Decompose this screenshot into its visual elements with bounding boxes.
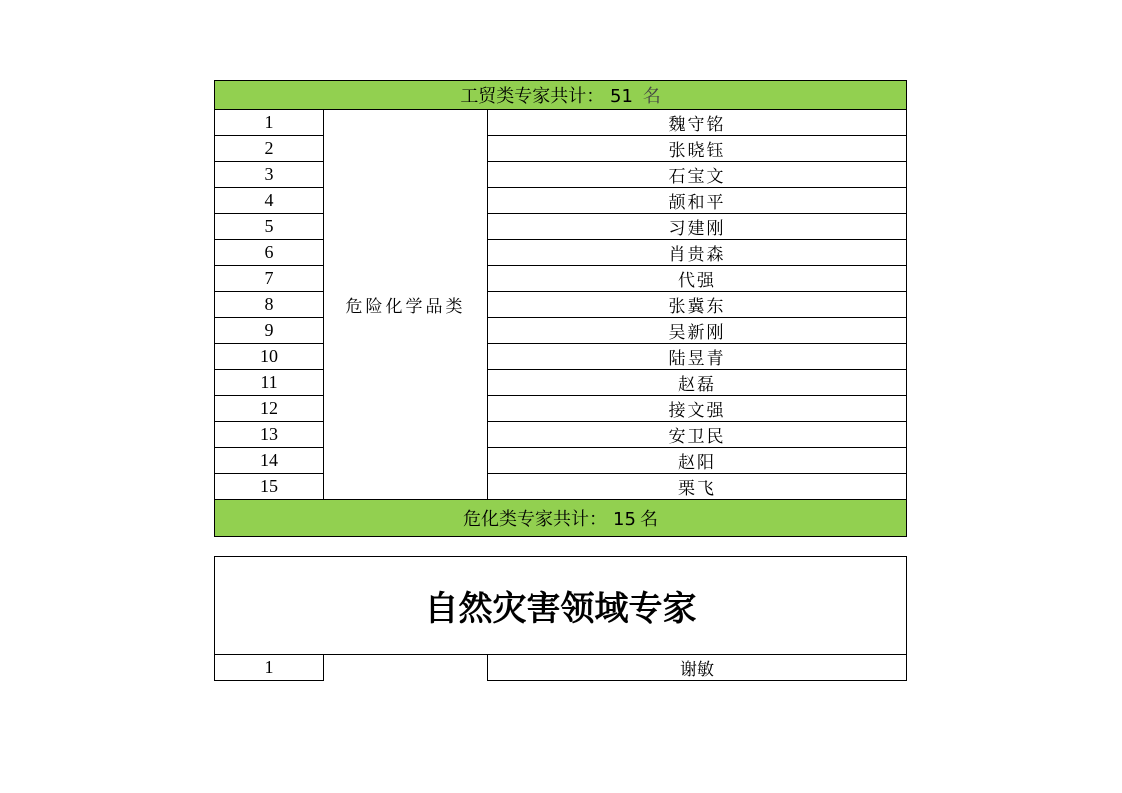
footer-count: 15 — [613, 509, 636, 530]
category-cell: 危险化学品类 — [324, 110, 488, 500]
expert-name: 张冀东 — [488, 292, 907, 318]
table-row — [215, 266, 907, 292]
expert-name: 栗飞 — [488, 474, 907, 500]
table-row — [215, 474, 907, 500]
expert-name: 肖贵森 — [488, 240, 907, 266]
header-banner — [215, 81, 907, 110]
expert-name: 代强 — [488, 266, 907, 292]
row-number: 2 — [215, 136, 324, 162]
expert-name: 魏守铭 — [488, 110, 907, 136]
table-row — [215, 318, 907, 344]
expert-name: 习建刚 — [488, 214, 907, 240]
expert-name: 赵磊 — [488, 370, 907, 396]
row-number: 10 — [215, 344, 324, 370]
category-cell — [324, 655, 488, 681]
row-number: 1 — [215, 655, 324, 681]
table-row — [215, 344, 907, 370]
expert-name: 吴新刚 — [488, 318, 907, 344]
header-count: 51 — [610, 86, 633, 107]
table-row — [215, 110, 907, 136]
expert-name: 张晓钰 — [488, 136, 907, 162]
section-title-row — [215, 557, 907, 655]
spacer — [214, 537, 906, 556]
expert-name: 颉和平 — [488, 188, 907, 214]
expert-name: 石宝文 — [488, 162, 907, 188]
row-number: 3 — [215, 162, 324, 188]
footer-unit: 名 — [639, 509, 658, 530]
expert-name: 陆昱青 — [488, 344, 907, 370]
row-number: 12 — [215, 396, 324, 422]
expert-table-natural-disaster — [214, 556, 907, 681]
row-number: 5 — [215, 214, 324, 240]
section-title: 自然灾害领域专家 — [215, 557, 907, 655]
table-row — [215, 422, 907, 448]
header-banner-cell — [215, 81, 907, 110]
row-number: 6 — [215, 240, 324, 266]
spreadsheet-page — [214, 80, 906, 681]
table-row — [215, 136, 907, 162]
row-number: 4 — [215, 188, 324, 214]
table-row — [215, 162, 907, 188]
header-unit: 名 — [642, 86, 661, 107]
footer-banner — [215, 500, 907, 537]
table-row — [215, 292, 907, 318]
expert-table-hazardous — [214, 80, 907, 537]
row-number: 1 — [215, 110, 324, 136]
table-row — [215, 240, 907, 266]
footer-banner-cell — [215, 500, 907, 537]
table-row — [215, 655, 907, 681]
table-row — [215, 448, 907, 474]
footer-label: 危化类专家共计： — [463, 509, 608, 530]
row-number: 11 — [215, 370, 324, 396]
row-number: 15 — [215, 474, 324, 500]
expert-name: 谢敏 — [488, 655, 907, 681]
row-number: 8 — [215, 292, 324, 318]
header-label: 工贸类专家共计： — [460, 86, 605, 107]
table-row — [215, 214, 907, 240]
table-row — [215, 370, 907, 396]
row-number: 7 — [215, 266, 324, 292]
row-number: 9 — [215, 318, 324, 344]
expert-name: 安卫民 — [488, 422, 907, 448]
row-number: 13 — [215, 422, 324, 448]
table-row — [215, 188, 907, 214]
expert-name: 接文强 — [488, 396, 907, 422]
expert-name: 赵阳 — [488, 448, 907, 474]
table-row — [215, 396, 907, 422]
row-number: 14 — [215, 448, 324, 474]
